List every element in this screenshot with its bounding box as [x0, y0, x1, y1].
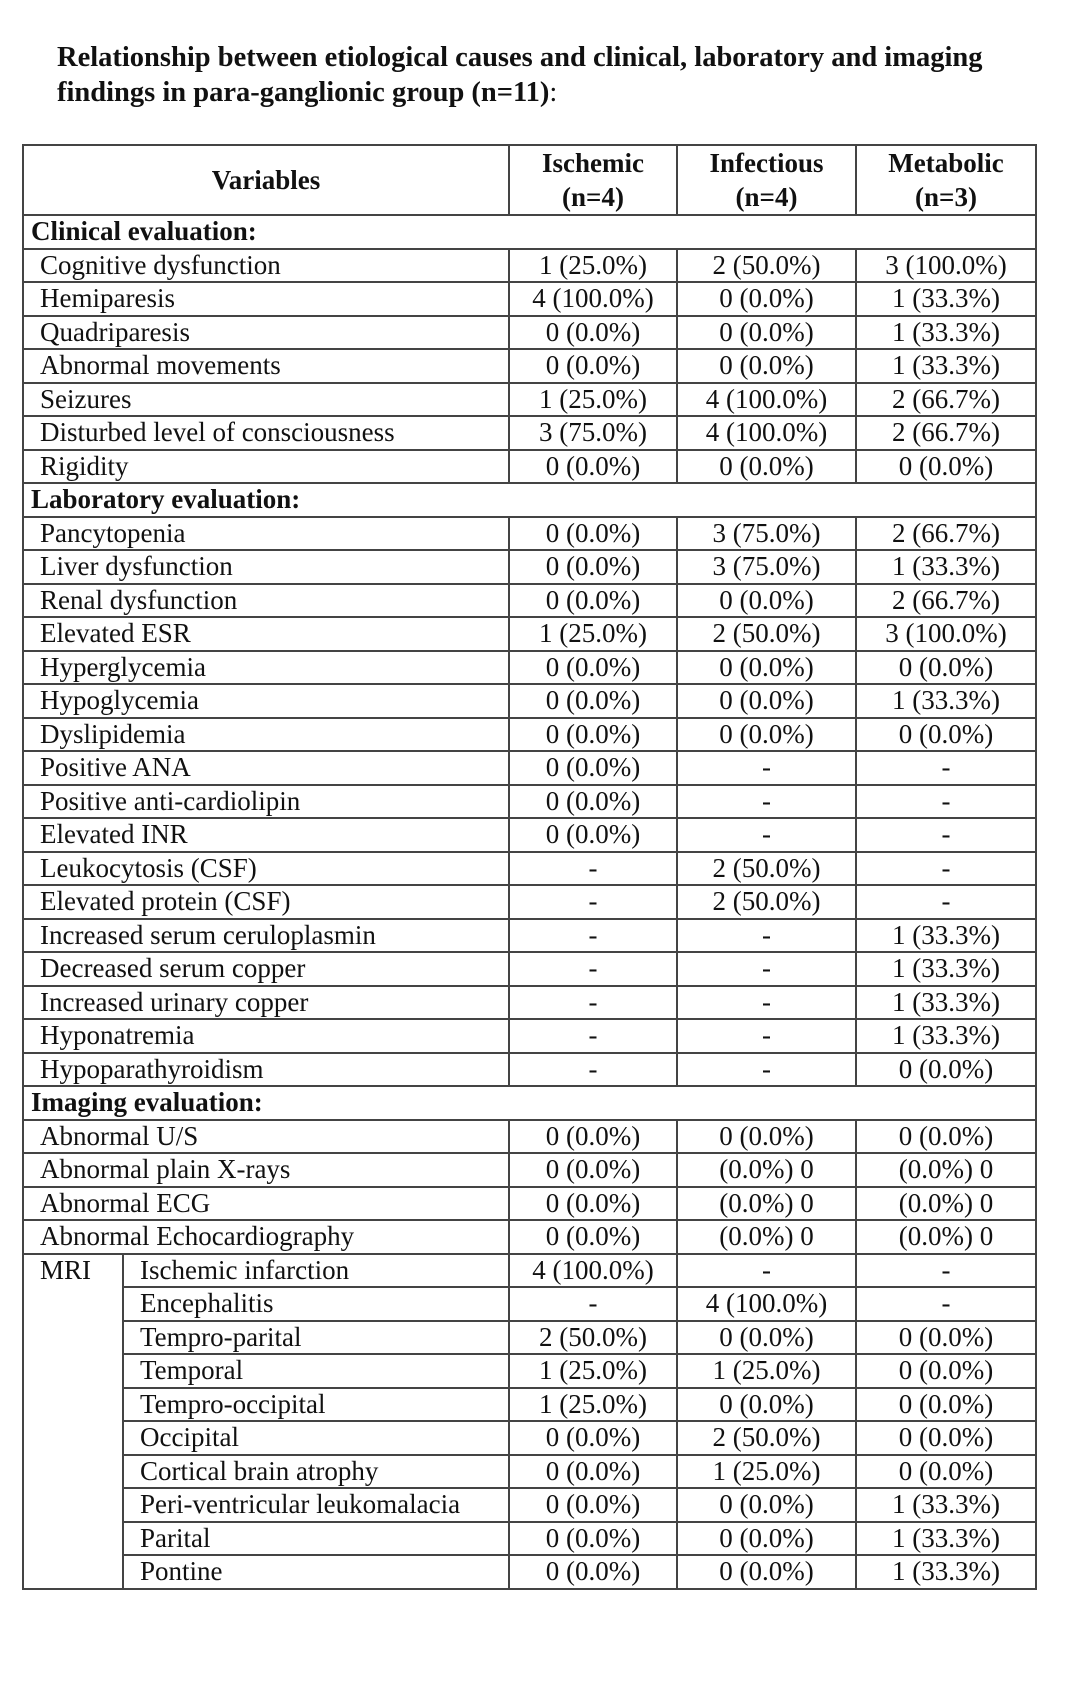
row-label: Abnormal Echocardiography: [23, 1220, 509, 1254]
header-infectious: [677, 145, 856, 215]
table-row: [23, 316, 1036, 350]
table-body: [23, 145, 1036, 1589]
mri-finding-label: Pontine: [123, 1555, 509, 1589]
row-value: 0 (0.0%): [509, 316, 677, 350]
table-row: [23, 684, 1036, 718]
row-value: 0 (0.0%): [677, 651, 856, 685]
row-value: 1 (33.3%): [856, 349, 1036, 383]
mri-finding-label: Ischemic infarction: [123, 1254, 509, 1288]
row-label: Pancytopenia: [23, 517, 509, 551]
table-row: [23, 1019, 1036, 1053]
mri-value: 2 (50.0%): [677, 1421, 856, 1455]
table-row: [23, 986, 1036, 1020]
row-value: 1 (33.3%): [856, 282, 1036, 316]
row-value: 2 (50.0%): [677, 617, 856, 651]
row-value: 0 (0.0%): [677, 282, 856, 316]
row-label: Rigidity: [23, 450, 509, 484]
row-value: -: [856, 885, 1036, 919]
row-value: -: [677, 751, 856, 785]
mri-value: -: [509, 1287, 677, 1321]
section-row: [23, 215, 1036, 249]
table-row: [23, 785, 1036, 819]
header-ischemic-n: (n=4): [562, 182, 624, 212]
mri-value: 1 (25.0%): [509, 1354, 677, 1388]
row-value: 0 (0.0%): [677, 316, 856, 350]
header-variables: Variables: [23, 145, 509, 215]
row-value: 3 (100.0%): [856, 249, 1036, 283]
row-value: 0 (0.0%): [509, 718, 677, 752]
row-value: -: [509, 952, 677, 986]
row-value: -: [509, 852, 677, 886]
table-row: [23, 584, 1036, 618]
row-value: 0 (0.0%): [856, 651, 1036, 685]
header-infectious-n: (n=4): [735, 182, 798, 212]
row-label: Hyperglycemia: [23, 651, 509, 685]
mri-value: 4 (100.0%): [509, 1254, 677, 1288]
row-value: 1 (33.3%): [856, 986, 1036, 1020]
row-value: 0 (0.0%): [856, 1120, 1036, 1154]
header-ischemic-name: Ischemic: [542, 148, 644, 178]
row-label: Liver dysfunction: [23, 550, 509, 584]
findings-table: [22, 144, 1037, 1590]
row-value: 0 (0.0%): [856, 718, 1036, 752]
row-value: 1 (25.0%): [509, 383, 677, 417]
table-row: [23, 450, 1036, 484]
table-row: [23, 416, 1036, 450]
row-value: 0 (0.0%): [509, 349, 677, 383]
row-value: -: [856, 751, 1036, 785]
row-value: 3 (75.0%): [509, 416, 677, 450]
table-row: [23, 718, 1036, 752]
table-row: [23, 651, 1036, 685]
mri-value: 0 (0.0%): [856, 1455, 1036, 1489]
table-row: [23, 550, 1036, 584]
mri-value: 0 (0.0%): [856, 1388, 1036, 1422]
row-label: Cognitive dysfunction: [23, 249, 509, 283]
row-label: Dyslipidemia: [23, 718, 509, 752]
row-value: (0.0%) 0: [856, 1187, 1036, 1221]
mri-value: 0 (0.0%): [677, 1388, 856, 1422]
section-row: [23, 483, 1036, 517]
mri-row: [23, 1254, 1036, 1288]
row-label: Positive ANA: [23, 751, 509, 785]
row-value: 0 (0.0%): [509, 450, 677, 484]
mri-row: [23, 1354, 1036, 1388]
row-value: 0 (0.0%): [856, 450, 1036, 484]
mri-finding-label: Encephalitis: [123, 1287, 509, 1321]
title-colon: :: [549, 77, 558, 108]
row-value: (0.0%) 0: [677, 1220, 856, 1254]
row-label: Abnormal ECG: [23, 1187, 509, 1221]
row-value: 4 (100.0%): [677, 383, 856, 417]
table-row: [23, 1220, 1036, 1254]
mri-value: 1 (25.0%): [677, 1354, 856, 1388]
row-value: 4 (100.0%): [677, 416, 856, 450]
header-ischemic: [509, 145, 677, 215]
row-label: Abnormal movements: [23, 349, 509, 383]
header-metabolic-name: Metabolic: [888, 148, 1004, 178]
mri-row: [23, 1287, 1036, 1321]
mri-row: [23, 1455, 1036, 1489]
table-row: [23, 249, 1036, 283]
mri-value: 0 (0.0%): [677, 1488, 856, 1522]
mri-value: 1 (33.3%): [856, 1488, 1036, 1522]
mri-value: -: [677, 1254, 856, 1288]
mri-value: -: [856, 1254, 1036, 1288]
table-row: [23, 517, 1036, 551]
row-value: 3 (100.0%): [856, 617, 1036, 651]
row-value: 3 (75.0%): [677, 550, 856, 584]
row-label: Abnormal plain X-rays: [23, 1153, 509, 1187]
row-value: 0 (0.0%): [509, 751, 677, 785]
row-label: Increased serum ceruloplasmin: [23, 919, 509, 953]
mri-value: 0 (0.0%): [677, 1555, 856, 1589]
mri-finding-label: Temporal: [123, 1354, 509, 1388]
row-value: 0 (0.0%): [509, 651, 677, 685]
table-row: [23, 751, 1036, 785]
row-value: 2 (66.7%): [856, 416, 1036, 450]
row-value: 0 (0.0%): [677, 718, 856, 752]
table-row: [23, 383, 1036, 417]
mri-value: 0 (0.0%): [509, 1455, 677, 1489]
row-value: -: [677, 1053, 856, 1087]
row-value: 1 (33.3%): [856, 316, 1036, 350]
row-value: 1 (33.3%): [856, 684, 1036, 718]
table-row: [23, 952, 1036, 986]
table-row: [23, 1153, 1036, 1187]
mri-value: 1 (33.3%): [856, 1522, 1036, 1556]
row-value: -: [677, 1019, 856, 1053]
row-value: -: [677, 785, 856, 819]
mri-value: 0 (0.0%): [856, 1354, 1036, 1388]
row-label: Hypoparathyroidism: [23, 1053, 509, 1087]
row-value: -: [856, 852, 1036, 886]
row-value: 3 (75.0%): [677, 517, 856, 551]
mri-row: [23, 1421, 1036, 1455]
mri-value: 0 (0.0%): [509, 1522, 677, 1556]
row-value: -: [677, 952, 856, 986]
document-title: [57, 40, 1037, 110]
section-title: Laboratory evaluation:: [23, 483, 1036, 517]
row-label: Seizures: [23, 383, 509, 417]
row-value: 0 (0.0%): [509, 1153, 677, 1187]
row-value: -: [856, 785, 1036, 819]
row-value: 0 (0.0%): [677, 450, 856, 484]
mri-finding-label: Peri-ventricular leukomalacia: [123, 1488, 509, 1522]
section-title: Clinical evaluation:: [23, 215, 1036, 249]
mri-finding-label: Occipital: [123, 1421, 509, 1455]
row-value: 0 (0.0%): [509, 1120, 677, 1154]
row-value: 0 (0.0%): [509, 550, 677, 584]
row-value: 2 (66.7%): [856, 584, 1036, 618]
header-infectious-name: Infectious: [709, 148, 824, 178]
mri-value: 1 (33.3%): [856, 1555, 1036, 1589]
row-value: -: [509, 1019, 677, 1053]
row-label: Elevated INR: [23, 818, 509, 852]
table-row: [23, 919, 1036, 953]
table-row: [23, 818, 1036, 852]
row-label: Elevated protein (CSF): [23, 885, 509, 919]
table-row: [23, 349, 1036, 383]
header-metabolic: [856, 145, 1036, 215]
row-value: -: [509, 919, 677, 953]
mri-value: 2 (50.0%): [509, 1321, 677, 1355]
mri-value: 1 (25.0%): [509, 1388, 677, 1422]
table-row: [23, 885, 1036, 919]
mri-finding-label: Tempro-occipital: [123, 1388, 509, 1422]
row-value: 1 (33.3%): [856, 1019, 1036, 1053]
row-value: 0 (0.0%): [509, 818, 677, 852]
row-label: Elevated ESR: [23, 617, 509, 651]
header-row: [23, 145, 1036, 215]
mri-value: 0 (0.0%): [677, 1321, 856, 1355]
row-value: 0 (0.0%): [677, 349, 856, 383]
mri-value: 1 (25.0%): [677, 1455, 856, 1489]
row-value: 4 (100.0%): [509, 282, 677, 316]
row-value: (0.0%) 0: [677, 1153, 856, 1187]
row-value: 2 (50.0%): [677, 852, 856, 886]
row-value: 0 (0.0%): [856, 1053, 1036, 1087]
mri-value: 0 (0.0%): [509, 1488, 677, 1522]
row-value: 2 (50.0%): [677, 885, 856, 919]
mri-value: 0 (0.0%): [509, 1421, 677, 1455]
section-row: [23, 1086, 1036, 1120]
row-value: 1 (33.3%): [856, 952, 1036, 986]
mri-finding-label: Cortical brain atrophy: [123, 1455, 509, 1489]
row-value: 2 (66.7%): [856, 517, 1036, 551]
title-text: Relationship between etiological causes and clinical, laboratory and imaging findings in para-ganglionic group (n=11): [57, 42, 983, 108]
row-label: Decreased serum copper: [23, 952, 509, 986]
table-row: [23, 282, 1036, 316]
table-row: [23, 852, 1036, 886]
row-label: Hyponatremia: [23, 1019, 509, 1053]
row-label: Leukocytosis (CSF): [23, 852, 509, 886]
row-label: Hypoglycemia: [23, 684, 509, 718]
row-value: (0.0%) 0: [677, 1187, 856, 1221]
row-value: 1 (33.3%): [856, 550, 1036, 584]
row-label: Positive anti-cardiolipin: [23, 785, 509, 819]
mri-value: 0 (0.0%): [509, 1555, 677, 1589]
row-value: -: [856, 818, 1036, 852]
row-value: 0 (0.0%): [509, 684, 677, 718]
row-value: 0 (0.0%): [509, 1220, 677, 1254]
mri-value: 0 (0.0%): [856, 1421, 1036, 1455]
row-value: 0 (0.0%): [509, 584, 677, 618]
mri-label: MRI: [23, 1254, 123, 1589]
table-row: [23, 1053, 1036, 1087]
section-title: Imaging evaluation:: [23, 1086, 1036, 1120]
table-row: [23, 1120, 1036, 1154]
table-row: [23, 1187, 1036, 1221]
mri-finding-label: Parital: [123, 1522, 509, 1556]
row-value: -: [677, 818, 856, 852]
row-value: 1 (25.0%): [509, 249, 677, 283]
row-value: -: [677, 919, 856, 953]
mri-value: 0 (0.0%): [677, 1522, 856, 1556]
row-value: 0 (0.0%): [677, 1120, 856, 1154]
row-label: Abnormal U/S: [23, 1120, 509, 1154]
row-value: 0 (0.0%): [677, 584, 856, 618]
mri-value: -: [856, 1287, 1036, 1321]
row-label: Renal dysfunction: [23, 584, 509, 618]
row-value: 0 (0.0%): [509, 785, 677, 819]
mri-row: [23, 1522, 1036, 1556]
row-value: 0 (0.0%): [509, 1187, 677, 1221]
row-value: (0.0%) 0: [856, 1220, 1036, 1254]
row-value: -: [509, 1053, 677, 1087]
row-value: -: [677, 986, 856, 1020]
mri-value: 0 (0.0%): [856, 1321, 1036, 1355]
row-value: 0 (0.0%): [677, 684, 856, 718]
row-value: -: [509, 885, 677, 919]
mri-row: [23, 1555, 1036, 1589]
row-label: Increased urinary copper: [23, 986, 509, 1020]
table-row: [23, 617, 1036, 651]
row-value: -: [509, 986, 677, 1020]
mri-row: [23, 1388, 1036, 1422]
mri-row: [23, 1321, 1036, 1355]
row-label: Hemiparesis: [23, 282, 509, 316]
row-value: 2 (66.7%): [856, 383, 1036, 417]
row-label: Quadriparesis: [23, 316, 509, 350]
header-metabolic-n: (n=3): [915, 182, 977, 212]
row-value: (0.0%) 0: [856, 1153, 1036, 1187]
row-value: 1 (33.3%): [856, 919, 1036, 953]
mri-value: 4 (100.0%): [677, 1287, 856, 1321]
row-value: 0 (0.0%): [509, 517, 677, 551]
row-label: Disturbed level of consciousness: [23, 416, 509, 450]
row-value: 1 (25.0%): [509, 617, 677, 651]
mri-finding-label: Tempro-parital: [123, 1321, 509, 1355]
mri-row: [23, 1488, 1036, 1522]
row-value: 2 (50.0%): [677, 249, 856, 283]
